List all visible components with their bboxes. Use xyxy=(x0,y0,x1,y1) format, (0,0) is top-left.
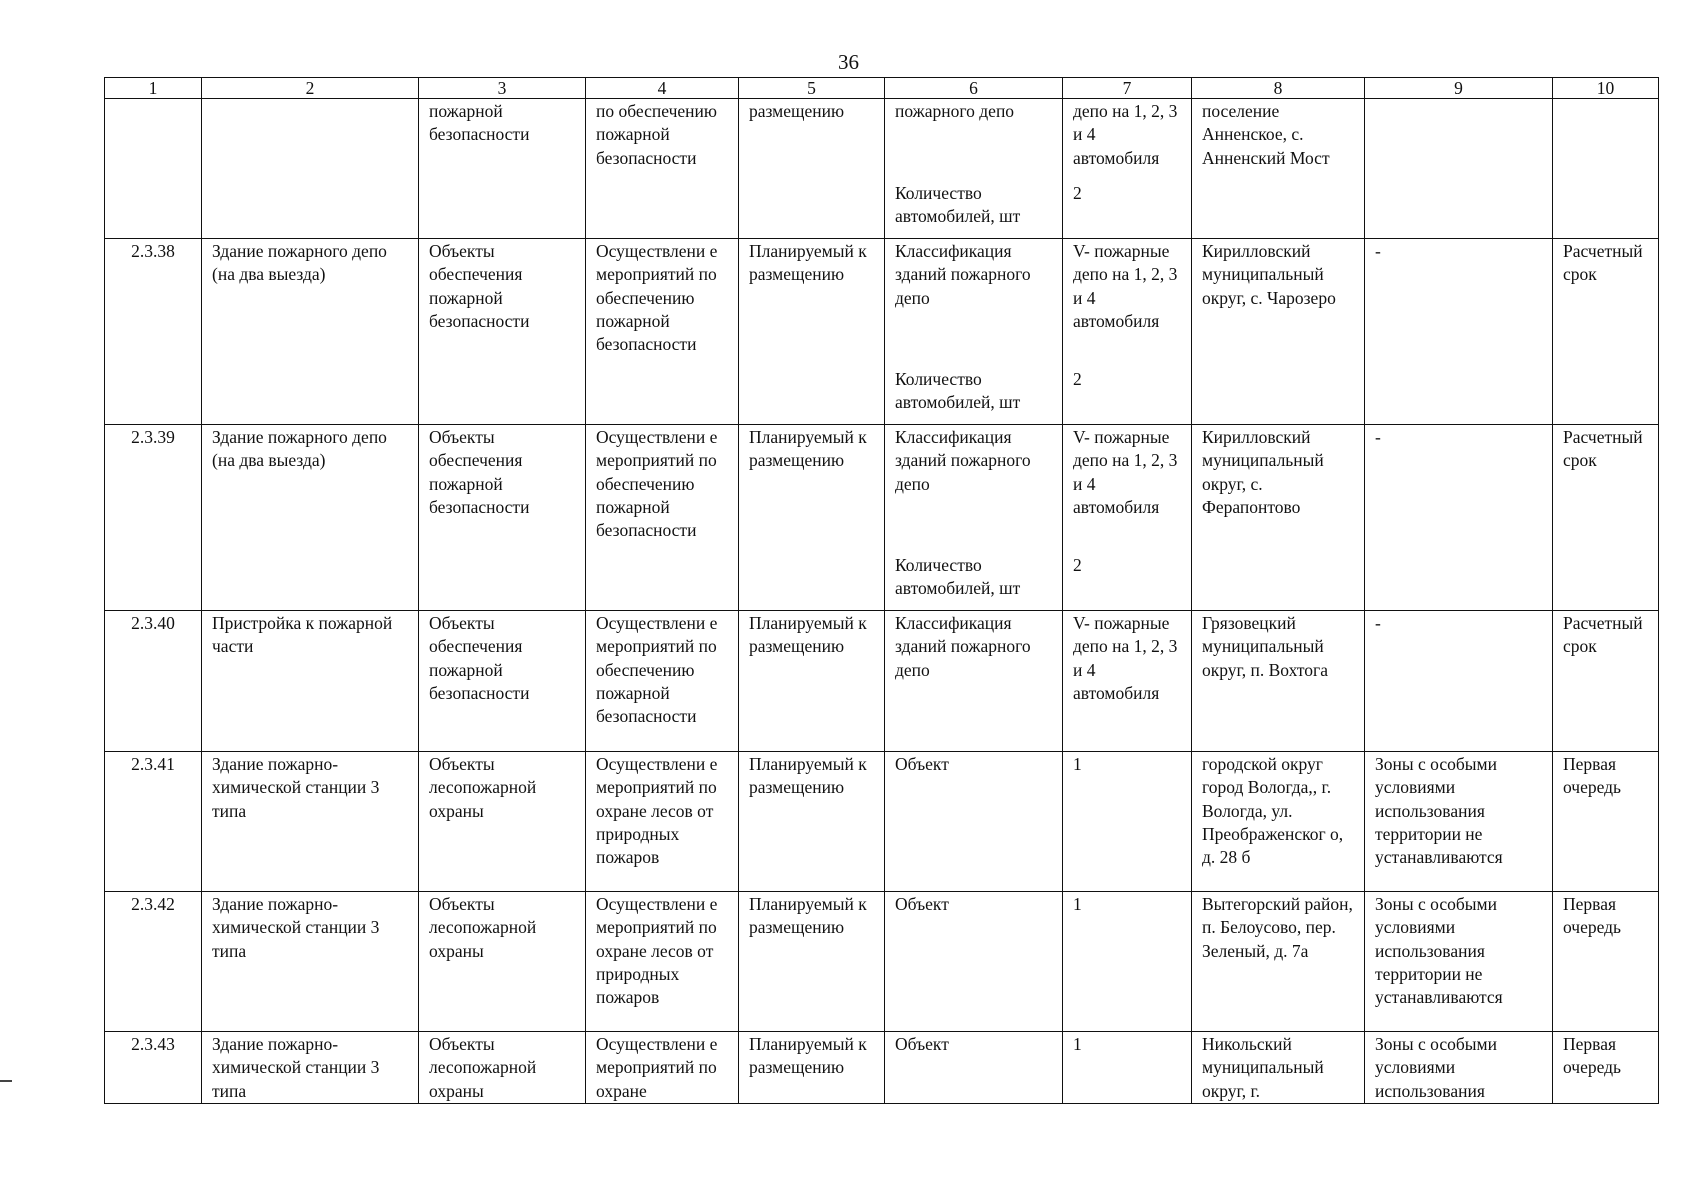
object-location: Кирилловский муниципальный округ, с. Ферапонтово xyxy=(1192,425,1365,611)
object-type: Объекты лесопожарной охраны xyxy=(419,1032,586,1104)
object-purpose: Осуществлени е мероприятий по охране лесов от природных пожаров xyxy=(586,752,739,892)
object-status: размещению xyxy=(739,99,885,239)
object-location: Кирилловский муниципальный округ, с. Чарозеро xyxy=(1192,239,1365,425)
object-location: Никольский муниципальный округ, г. xyxy=(1192,1032,1365,1104)
characteristic-name: Объект xyxy=(885,752,1063,892)
characteristic-value: V- пожарные депо на 1, 2, 3 и 4 автомобиля xyxy=(1063,611,1192,752)
row-id: 2.3.40 xyxy=(105,611,202,752)
table-row xyxy=(105,892,1659,1032)
characteristic-name: Классификация зданий пожарного депо xyxy=(895,241,1031,308)
column-header: 6 xyxy=(885,78,1063,99)
object-purpose: Осуществлени е мероприятий по охране xyxy=(586,1032,739,1104)
characteristic-name: Классификация зданий пожарного депо xyxy=(895,427,1031,494)
column-header: 10 xyxy=(1553,78,1659,99)
object-term: Расчетный срок xyxy=(1553,611,1659,752)
object-purpose: Осуществлени е мероприятий по охране лесов от природных пожаров xyxy=(586,892,739,1032)
object-status: Планируемый к размещению xyxy=(739,425,885,611)
characteristic-value: 2 xyxy=(1073,555,1082,575)
characteristic-value: 2 xyxy=(1073,183,1082,203)
object-status: Планируемый к размещению xyxy=(739,1032,885,1104)
characteristic-value-cell xyxy=(1063,99,1192,239)
row-id: 2.3.42 xyxy=(105,892,202,1032)
row-id: 2.3.41 xyxy=(105,752,202,892)
characteristic-value-cell xyxy=(1063,425,1192,611)
planned-objects-table xyxy=(104,77,1659,1104)
characteristic-cell xyxy=(885,425,1063,611)
table-row xyxy=(105,1032,1659,1104)
object-term: Расчетный срок xyxy=(1553,239,1659,425)
object-zones xyxy=(1365,99,1553,239)
characteristic-value: 2 xyxy=(1073,369,1082,389)
characteristic-name: Количество автомобилей, шт xyxy=(895,369,1021,413)
characteristic-value: депо на 1, 2, 3 и 4 автомобиля xyxy=(1073,101,1178,168)
characteristic-value: V- пожарные депо на 1, 2, 3 и 4 автомобиля xyxy=(1073,241,1178,331)
characteristic-value-cell xyxy=(1063,239,1192,425)
object-location: городской округ город Вологда,, г. Вологда, ул. Преображенског о, д. 28 б xyxy=(1192,752,1365,892)
row-id: 2.3.43 xyxy=(105,1032,202,1104)
characteristic-name: Количество автомобилей, шт xyxy=(895,555,1021,599)
column-header: 1 xyxy=(105,78,202,99)
column-header: 2 xyxy=(202,78,419,99)
characteristic-value: 1 xyxy=(1063,1032,1192,1104)
object-zones: - xyxy=(1365,611,1553,752)
characteristic-value: 1 xyxy=(1063,752,1192,892)
object-type: Объекты обеспечения пожарной безопасности xyxy=(419,239,586,425)
object-type: Объекты обеспечения пожарной безопасности xyxy=(419,611,586,752)
object-status: Планируемый к размещению xyxy=(739,752,885,892)
object-name xyxy=(202,99,419,239)
table-row xyxy=(105,611,1659,752)
object-type: Объекты обеспечения пожарной безопасности xyxy=(419,425,586,611)
column-header: 3 xyxy=(419,78,586,99)
object-type: пожарной безопасности xyxy=(419,99,586,239)
column-header: 8 xyxy=(1192,78,1365,99)
characteristic-name: Объект xyxy=(885,1032,1063,1104)
object-name: Пристройка к пожарной части xyxy=(202,611,419,752)
object-status: Планируемый к размещению xyxy=(739,611,885,752)
object-name: Здание пожарно-химической станции 3 типа xyxy=(202,1032,419,1104)
object-type: Объекты лесопожарной охраны xyxy=(419,752,586,892)
object-location: Вытегорский район, п. Белоусово, пер. Зеленый, д. 7а xyxy=(1192,892,1365,1032)
object-zones: Зоны с особыми условиями использования территории не устанавливаются xyxy=(1365,752,1553,892)
object-term: Первая очередь xyxy=(1553,892,1659,1032)
object-name: Здание пожарного депо (на два выезда) xyxy=(202,239,419,425)
object-location: Грязовецкий муниципальный округ, п. Вохтога xyxy=(1192,611,1365,752)
object-name: Здание пожарного депо (на два выезда) xyxy=(202,425,419,611)
object-zones: Зоны с особыми условиями использования xyxy=(1365,1032,1553,1104)
object-zones: Зоны с особыми условиями использования территории не устанавливаются xyxy=(1365,892,1553,1032)
table-row xyxy=(105,425,1659,611)
object-purpose: Осуществлени е мероприятий по обеспечению пожарной безопасности xyxy=(586,239,739,425)
object-term xyxy=(1553,99,1659,239)
characteristic-name: пожарного депо xyxy=(895,101,1015,121)
table-row xyxy=(105,239,1659,425)
object-name: Здание пожарно-химической станции 3 типа xyxy=(202,892,419,1032)
row-id: 2.3.38 xyxy=(105,239,202,425)
object-purpose: Осуществлени е мероприятий по обеспечению пожарной безопасности xyxy=(586,611,739,752)
column-header: 4 xyxy=(586,78,739,99)
object-zones: - xyxy=(1365,239,1553,425)
column-header: 9 xyxy=(1365,78,1553,99)
characteristic-value: 1 xyxy=(1063,892,1192,1032)
row-id: 2.3.39 xyxy=(105,425,202,611)
column-header: 5 xyxy=(739,78,885,99)
object-status: Планируемый к размещению xyxy=(739,892,885,1032)
column-number-header xyxy=(105,78,1659,99)
object-type: Объекты лесопожарной охраны xyxy=(419,892,586,1032)
table-row xyxy=(105,752,1659,892)
characteristic-name: Объект xyxy=(885,892,1063,1032)
scan-edge-mark xyxy=(0,1080,12,1082)
object-location: поселение Анненское, с. Анненский Мост xyxy=(1192,99,1365,239)
table-row xyxy=(105,99,1659,239)
row-id xyxy=(105,99,202,239)
object-term: Первая очередь xyxy=(1553,752,1659,892)
object-status: Планируемый к размещению xyxy=(739,239,885,425)
characteristic-cell xyxy=(885,239,1063,425)
object-name: Здание пожарно-химической станции 3 типа xyxy=(202,752,419,892)
characteristic-cell xyxy=(885,99,1063,239)
characteristic-name: Количество автомобилей, шт xyxy=(895,183,1021,227)
object-purpose: Осуществлени е мероприятий по обеспечению пожарной безопасности xyxy=(586,425,739,611)
characteristic-value: V- пожарные депо на 1, 2, 3 и 4 автомобиля xyxy=(1073,427,1178,517)
page-number: 36 xyxy=(838,50,859,74)
object-purpose: по обеспечению пожарной безопасности xyxy=(586,99,739,239)
object-term: Первая очередь xyxy=(1553,1032,1659,1104)
column-header: 7 xyxy=(1063,78,1192,99)
characteristic-name: Классификация зданий пожарного депо xyxy=(885,611,1063,752)
object-zones: - xyxy=(1365,425,1553,611)
object-term: Расчетный срок xyxy=(1553,425,1659,611)
